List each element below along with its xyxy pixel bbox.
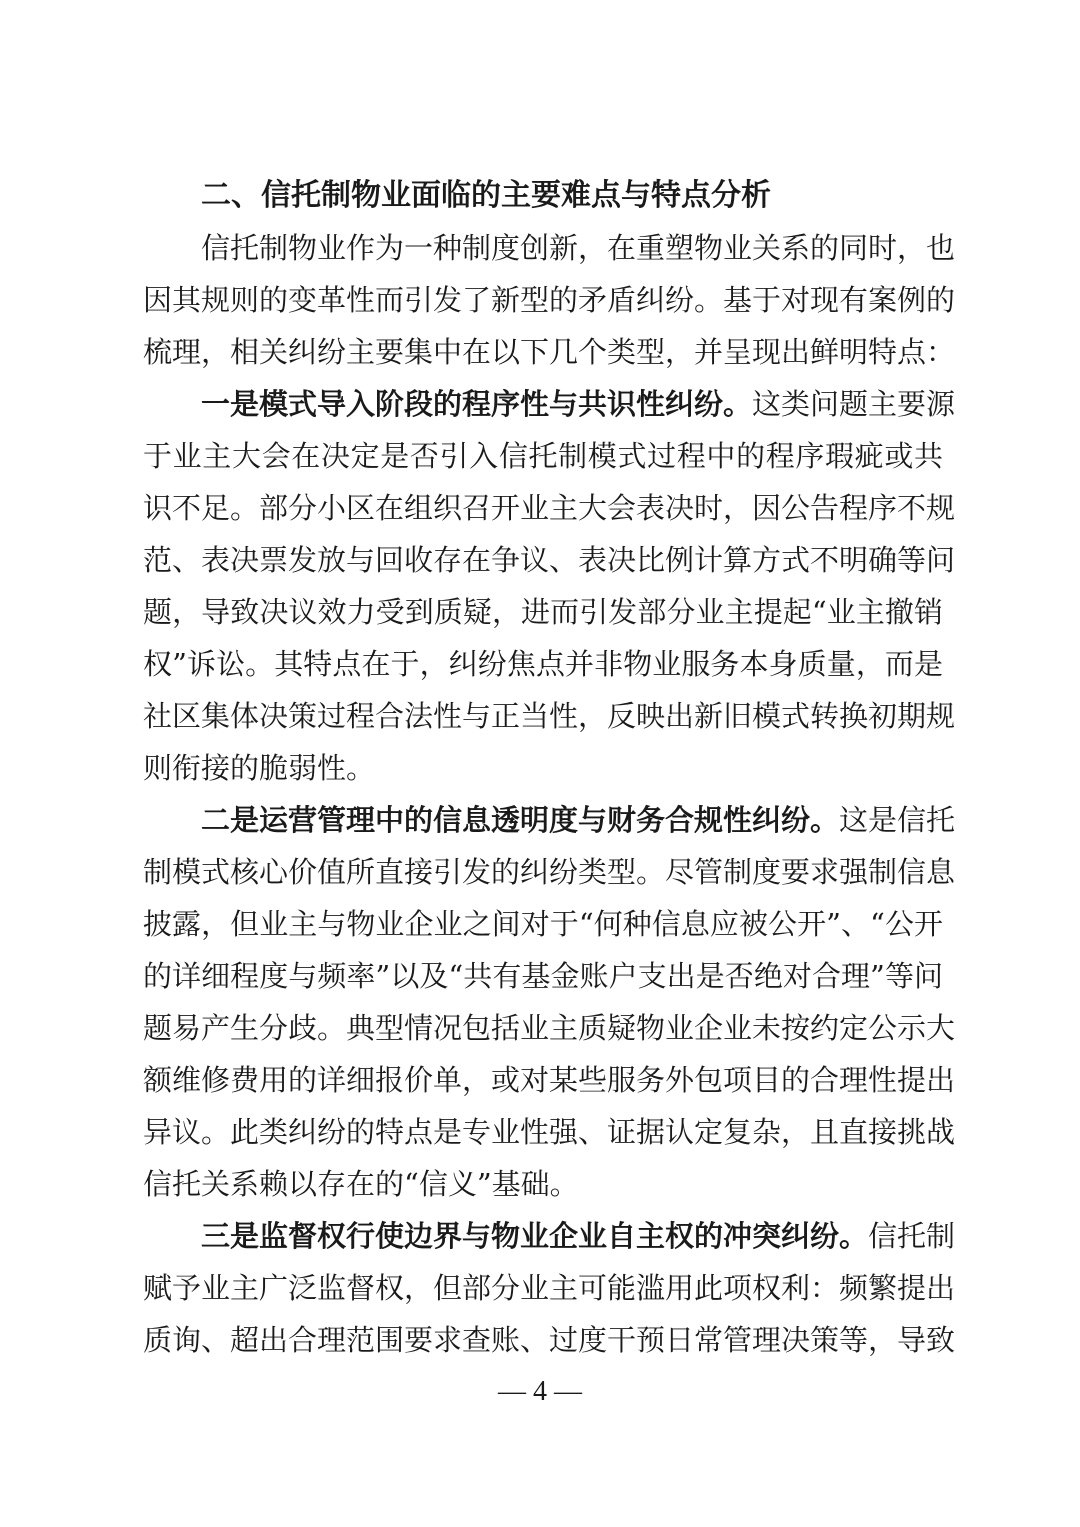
paragraph-3-line-5: 题易产生分歧。典型情况包括业主质疑物业企业未按约定公示大: [143, 1011, 956, 1045]
paragraph-3-line-2: 制模式核心价值所直接引发的纠纷类型。尽管制度要求强制信息: [143, 855, 956, 889]
paragraph-1-line-3: 梳理，相关纠纷主要集中在以下几个类型，并呈现出鲜明特点：: [143, 335, 956, 369]
paragraph-3-lead: 二是运营管理中的信息透明度与财务合规性纠纷。: [201, 803, 840, 837]
paragraph-3-first-rest: 这是信托: [839, 803, 956, 837]
paragraph-3-line-1: [201, 794, 956, 846]
paragraph-2-line-2: 于业主大会在决定是否引入信托制模式过程中的程序瑕疵或共: [143, 439, 943, 473]
paragraph-4-lead: 三是监督权行使边界与物业企业自主权的冲突纠纷。: [201, 1219, 869, 1253]
paragraph-4-line-3: 质询、超出合理范围要求查账、过度干预日常管理决策等，导致: [143, 1323, 956, 1357]
paragraph-3-line-7: 异议。此类纠纷的特点是专业性强、证据认定复杂，且直接挑战: [143, 1115, 956, 1149]
paragraph-3-line-4: 的详细程度与频率”以及“共有基金账户支出是否绝对合理”等问: [143, 959, 943, 993]
paragraph-3-line-6: 额维修费用的详细报价单，或对某些服务外包项目的合理性提出: [143, 1063, 956, 1097]
paragraph-2-line-1: [201, 378, 956, 430]
paragraph-2-line-4: 范、表决票发放与回收存在争议、表决比例计算方式不明确等问: [143, 543, 956, 577]
paragraph-1-line-2: 因其规则的变革性而引发了新型的矛盾纠纷。基于对现有案例的: [143, 283, 956, 317]
paragraph-2-line-6: 权”诉讼。其特点在于，纠纷焦点并非物业服务本身质量，而是: [143, 647, 943, 681]
section-heading: 二、信托制物业面临的主要难点与特点分析: [201, 178, 771, 213]
paragraph-4-line-1: [201, 1210, 956, 1262]
paragraph-2-line-8: 则衔接的脆弱性。: [143, 751, 376, 785]
paragraph-2-line-7: 社区集体决策过程合法性与正当性，反映出新旧模式转换初期规: [143, 699, 956, 733]
paragraph-4-first-rest: 信托制: [868, 1219, 956, 1253]
paragraph-2-first-rest: 这类问题主要源: [752, 387, 956, 421]
paragraph-2-line-3: 识不足。部分小区在组织召开业主大会表决时，因公告程序不规: [143, 491, 956, 525]
paragraph-1-line-1: 信托制物业作为一种制度创新，在重塑物业关系的同时，也: [201, 231, 956, 265]
paragraph-2-lead: 一是模式导入阶段的程序性与共识性纠纷。: [201, 387, 753, 421]
paragraph-4-line-2: 赋予业主广泛监督权，但部分业主可能滥用此项权利：频繁提出: [143, 1271, 956, 1305]
page-number: — 4 —: [498, 1376, 582, 1407]
paragraph-2-line-5: 题，导致决议效力受到质疑，进而引发部分业主提起“业主撤销: [143, 595, 943, 629]
paragraph-3-line-3: 披露，但业主与物业企业之间对于“何种信息应被公开”、“公开: [143, 907, 943, 941]
paragraph-3-line-8: 信托关系赖以存在的“信义”基础。: [143, 1167, 579, 1201]
